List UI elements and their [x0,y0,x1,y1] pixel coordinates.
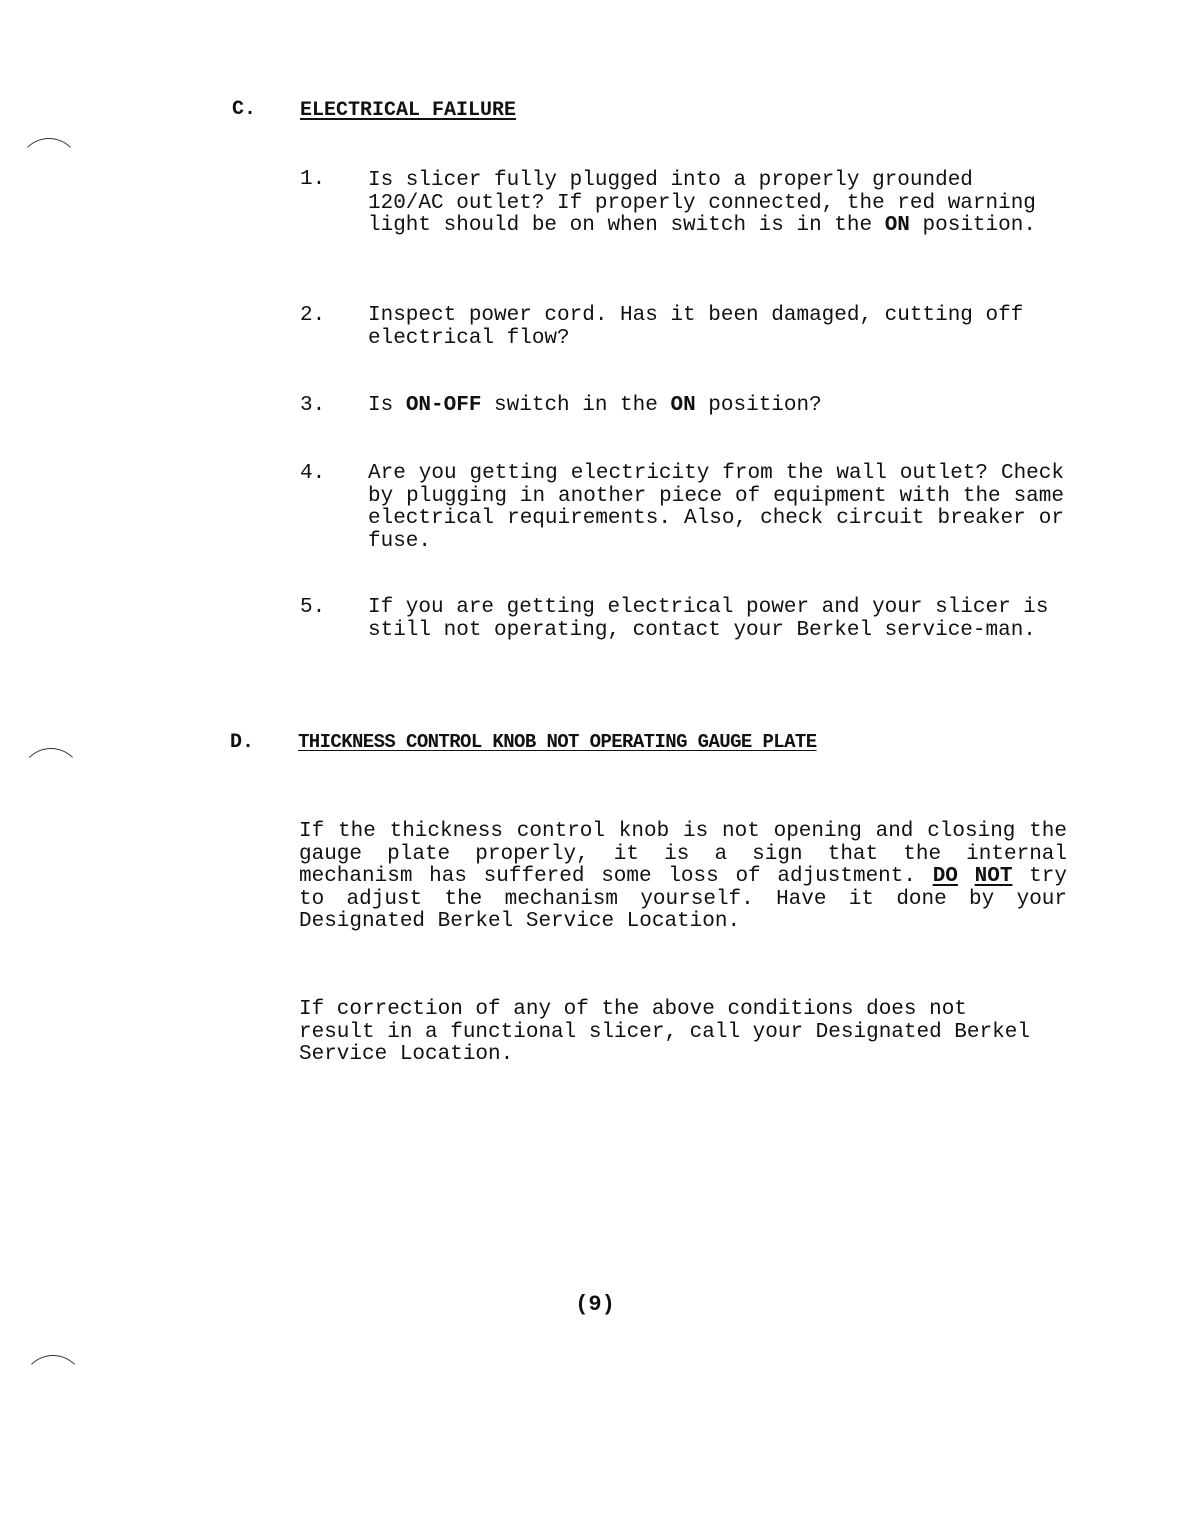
item-3-text-mid: switch in the [481,394,671,417]
item-1-on-bold: ON [884,214,910,237]
item-1-text-start: Is slicer fully plugged into a properly grounded 120/AC outlet? If properly connected, the red warning light should be on when switch is in the [368,169,1036,237]
item-3-text-end: position? [695,394,822,417]
para-1-text-start: If the thickness control knob is not opening and closing the gauge plate properly, it is a sign that the internal mechanism has suffered some loss of adjustment. [299,820,1067,888]
item-4-text: Are you getting electricity from the wall outlet? Check by plugging in another piece of equipment with the same electrical requirements. Also, check circuit breaker or fuse. [368,462,1064,553]
section-d-title: THICKNESS CONTROL KNOB NOT OPERATING GAUGE PLATE [298,731,817,753]
binder-hole-mark-top [18,138,80,200]
binder-hole-mark-bottom [22,1355,84,1417]
section-c-title: ELECTRICAL FAILURE [300,99,517,122]
para-1-text-end: try to adjust the mechanism yourself. Have it done by your Designated Berkel Service Location. [299,865,1067,933]
item-2-text: Inspect power cord. Has it been damaged, cutting off electrical flow? [368,304,1024,350]
item-5-number: 5. [300,596,326,619]
item-1-number: 1. [300,168,326,191]
item-3-on-off-bold: ON-OFF [405,394,482,417]
item-3-text [368,395,1068,418]
item-4-number: 4. [300,462,326,485]
section-d-paragraph-2: If correction of any of the above conditions does not result in a functional slicer, call your Designated Berkel Service Location. [299,998,1030,1066]
item-3-number: 3. [300,394,326,417]
binder-hole-mark-middle [20,748,82,810]
item-5-text: If you are getting electrical power and your slicer is still not operating, contact your Berkel service-man. [368,596,1049,642]
not-emphasis: NOT [974,865,1013,888]
section-d-letter: D. [230,731,255,754]
item-2-number: 2. [300,304,326,327]
page-number: (9) [575,1292,615,1317]
section-c-letter: C. [232,98,257,121]
item-1-text-end: position. [909,214,1036,237]
item-3-on-bold: ON [670,394,696,417]
section-d-paragraph-1 [299,821,1067,934]
do-emphasis: DO [932,865,958,888]
item-3-text-start: Is [368,394,406,417]
item-1-text [368,170,1048,238]
